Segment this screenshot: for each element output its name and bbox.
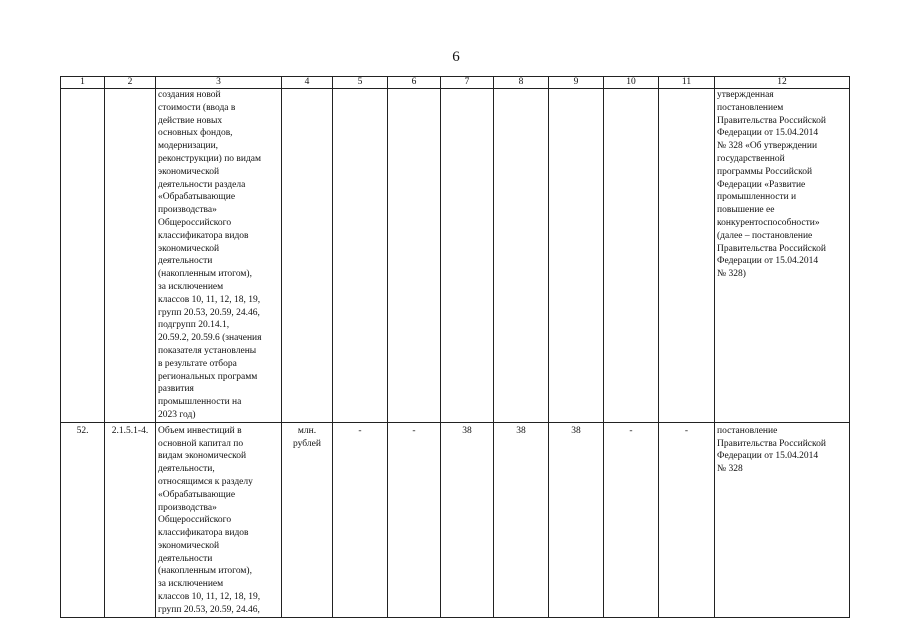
table-row-52 [61, 422, 850, 617]
cell-value: - [659, 422, 715, 617]
cell-number: 52. [61, 422, 105, 617]
text-line: государственной [717, 153, 785, 164]
text-line: рублей [293, 438, 321, 449]
text-line: постановление [717, 425, 778, 436]
text-line: подгрупп 20.14.1, [158, 320, 230, 331]
text-line: групп 20.53, 20.59, 24.46, [158, 604, 260, 615]
text-line: региональных программ [158, 371, 258, 382]
cell-value: 38 [494, 422, 549, 617]
column-header: 8 [494, 77, 549, 89]
column-header: 2 [105, 77, 156, 89]
text-line: основной капитал по [158, 438, 244, 449]
text-line: производства» [158, 502, 217, 513]
text-line: Общероссийского [158, 515, 232, 526]
indicator-description-cell [156, 422, 282, 617]
text-line: постановлением [717, 102, 784, 113]
text-line: (накопленным итогом), [158, 566, 252, 577]
column-header: 3 [156, 77, 282, 89]
text-line: в результате отбора [158, 358, 237, 369]
text-line: № 328 «Об утверждении [717, 141, 818, 152]
column-header: 7 [441, 77, 494, 89]
indicators-table [60, 76, 850, 618]
text-line: за исключением [158, 281, 224, 292]
text-line: промышленности на [158, 397, 242, 408]
cell-value: 38 [441, 422, 494, 617]
text-line: развития [158, 384, 194, 395]
cell-code: 2.1.5.1-4. [105, 422, 156, 617]
legal-basis-cell [715, 89, 850, 423]
cell-value [388, 89, 441, 423]
legal-basis-cell [715, 422, 850, 617]
column-header: 9 [549, 77, 604, 89]
cell-number [61, 89, 105, 423]
text-line: классификатора видов [158, 528, 249, 539]
text-line: Правительства Российской [717, 115, 826, 126]
text-line: стоимости (ввода в [158, 102, 236, 113]
cell-value: - [388, 422, 441, 617]
text-line: классов 10, 11, 12, 18, 19, [158, 592, 261, 603]
text-line: классификатора видов [158, 230, 249, 241]
text-line: за исключением [158, 579, 224, 590]
cell-unit [282, 89, 333, 423]
column-number-row [61, 77, 850, 89]
text-line: программы Российской [717, 166, 813, 177]
text-line: модернизации, [158, 141, 219, 152]
cell-value: - [604, 422, 659, 617]
text-line: действие новых [158, 115, 223, 126]
text-line: Федерации «Развитие [717, 179, 806, 190]
text-line: 20.59.2, 20.59.6 (значения [158, 333, 262, 344]
column-header: 6 [388, 77, 441, 89]
text-line: деятельности раздела [158, 179, 246, 190]
text-line: Федерации от 15.04.2014 [717, 256, 819, 267]
text-line: экономической [158, 540, 220, 551]
text-line: утвержденная [717, 90, 774, 100]
text-line: № 328 [717, 464, 743, 475]
column-header: 10 [604, 77, 659, 89]
cell-value: - [333, 422, 388, 617]
page-number: 6 [452, 49, 460, 65]
column-header: 1 [61, 77, 105, 89]
text-line: конкурентоспособности» [717, 217, 820, 228]
text-line: № 328) [717, 269, 746, 280]
cell-value [549, 89, 604, 423]
text-line: создания новой [158, 90, 221, 100]
cell-value [494, 89, 549, 423]
text-line: производства» [158, 205, 217, 216]
text-line: деятельности, [158, 464, 215, 475]
column-header: 4 [282, 77, 333, 89]
cell-value [659, 89, 715, 423]
text-line: основных фондов, [158, 128, 233, 139]
text-line: экономической [158, 166, 220, 177]
text-line: деятельности [158, 553, 213, 564]
text-line: показателя установлены [158, 345, 257, 356]
cell-unit [282, 422, 333, 617]
column-header: 5 [333, 77, 388, 89]
text-line: видам экономической [158, 451, 247, 462]
text-line: Объем инвестиций в [158, 425, 242, 436]
text-line: промышленности и [717, 192, 797, 203]
text-line: экономической [158, 243, 220, 254]
column-header: 11 [659, 77, 715, 89]
text-line: Федерации от 15.04.2014 [717, 451, 819, 462]
text-line: относящимся к разделу [158, 476, 253, 487]
text-line: 2023 год) [158, 409, 196, 420]
text-line: групп 20.53, 20.59, 24.46, [158, 307, 260, 318]
indicator-description-cell [156, 89, 282, 423]
text-line: Правительства Российской [717, 438, 826, 449]
text-line: млн. [297, 425, 317, 436]
cell-value [333, 89, 388, 423]
table-row-continued [61, 89, 850, 423]
text-line: (далее – постановление [717, 230, 813, 241]
cell-value: 38 [549, 422, 604, 617]
text-line: повышение ее [717, 205, 775, 216]
text-line: деятельности [158, 256, 213, 267]
text-line: Федерации от 15.04.2014 [717, 128, 819, 139]
cell-code [105, 89, 156, 423]
cell-value [441, 89, 494, 423]
text-line: Общероссийского [158, 217, 232, 228]
text-line: реконструкции) по видам [158, 153, 262, 164]
text-line: Правительства Российской [717, 243, 826, 254]
column-header: 12 [715, 77, 850, 89]
text-line: (накопленным итогом), [158, 269, 252, 280]
cell-value [604, 89, 659, 423]
text-line: «Обрабатывающие [158, 192, 236, 203]
text-line: классов 10, 11, 12, 18, 19, [158, 294, 261, 305]
text-line: «Обрабатывающие [158, 489, 236, 500]
